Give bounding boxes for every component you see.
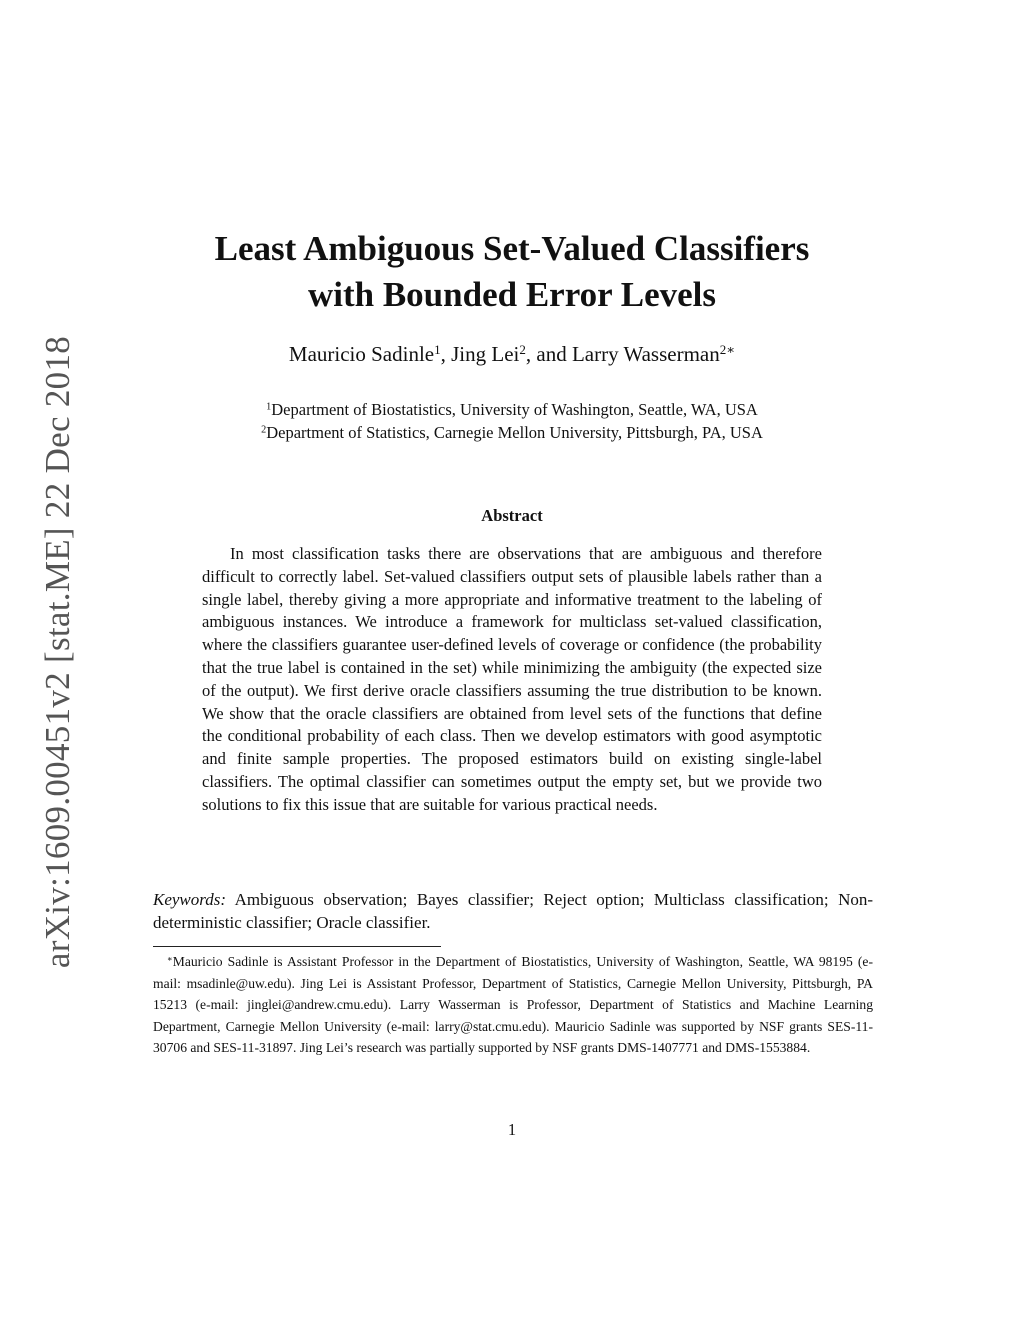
affiliation-mark: 1	[266, 401, 272, 413]
author-list	[110, 340, 914, 368]
affiliation-line	[110, 421, 914, 444]
affiliation-mark: 1	[434, 341, 441, 357]
keywords-text: Ambiguous observation; Bayes classifier; Reject option; Multiclass classification; Non-deterministic classifier; Oracle classifier.	[153, 890, 874, 932]
author-name: Mauricio Sadinle	[288, 342, 435, 366]
affiliation-mark: 2	[519, 341, 526, 357]
affiliation-list	[110, 398, 914, 444]
keywords-label: Keywords:	[153, 890, 227, 909]
page-number: 1	[507, 1120, 517, 1139]
title-line-1: Least Ambiguous Set-Valued Classifiers	[214, 229, 810, 268]
author-separator: , and	[525, 342, 572, 366]
author-name: Jing Lei	[451, 342, 520, 366]
title-line-2: with Bounded Error Levels	[307, 275, 717, 314]
affiliation-line	[110, 398, 914, 421]
affiliation-text: Department of Statistics, Carnegie Mellon University, Pittsburgh, PA, USA	[266, 423, 763, 442]
arxiv-id-text: arXiv:1609.00451v2 [stat.ME] 22 Dec 2018	[38, 335, 77, 969]
affiliation-mark: 2	[261, 424, 267, 436]
footnote-rule	[153, 946, 441, 947]
footnote	[153, 951, 873, 1059]
author-name: Larry Wasserman	[571, 342, 720, 366]
author-separator: ,	[440, 342, 452, 366]
affiliation-mark: 2∗	[719, 341, 736, 357]
paper-title	[110, 226, 914, 318]
affiliation-text: Department of Biostatistics, University of Washington, Seattle, WA, USA	[271, 400, 758, 419]
footnote-text: Mauricio Sadinle is Assistant Professor in the Department of Biostatistics, University of Washington, Seattle, WA 98195 (e-mail: msadinle@uw.edu). Jing Lei is Assistant Professor, Department of Statistics, Carnegie Mellon University, Pittsburgh, PA 15213 (e-mail: jinglei@andrew.cmu.edu). Larry Wasserman is Professor, Department of Statistics and Machine Learning Department, Carnegie Mellon University (e-mail: larry@stat.cmu.edu). Mauricio Sadinle was supported by NSF grants SES-11-30706 and SES-11-31897. Jing Lei’s research was partially supported by NSF grants DMS-1407771 and DMS-1553884.	[153, 954, 873, 1055]
abstract-heading: Abstract	[481, 506, 543, 525]
footnote-mark: ∗	[167, 953, 173, 964]
abstract-body: In most classification tasks there are observations that are ambiguous and therefore difficult to correctly label. Set-valued classifiers output sets of plausible labels rather than a single label, thereby giving a more appropriate and informative treatment to the labeling of ambiguous instances. We introduce a framework for multiclass set-valued classification, where the classifiers guarantee user-defined levels of coverage or confidence (the probability that the true label is contained in the set) while minimizing the ambiguity (the expected size of the output). We first derive oracle classifiers assuming the true distribution to be known. We show that the oracle classifiers are obtained from level sets of the functions that define the conditional probability of each class. Then we develop estimators with good asymptotic and finite sample properties. The proposed estimators build on existing single-label classifiers. The optimal classifier can sometimes output the empty set, but we provide two solutions to fix this issue that are suitable for various practical needs.	[202, 544, 822, 814]
arxiv-margin-identifier	[36, 335, 80, 969]
keywords	[153, 888, 873, 934]
